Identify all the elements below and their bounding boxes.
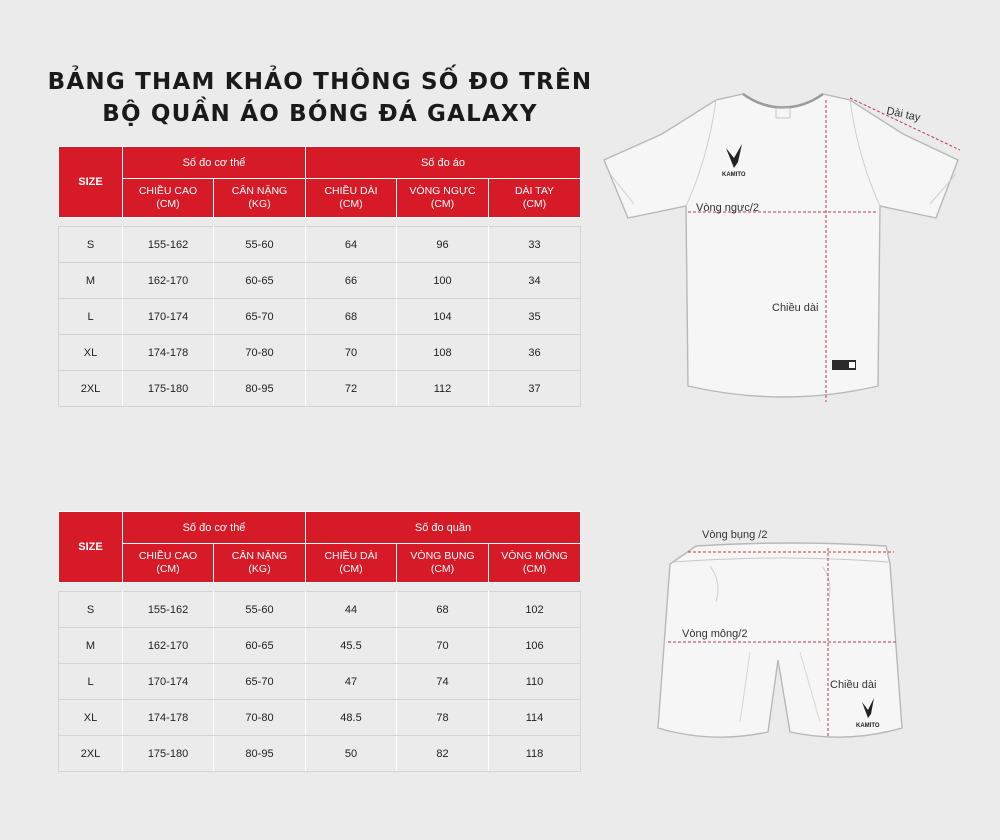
height-cell: 170-174 bbox=[123, 299, 214, 335]
size-cell: S bbox=[59, 227, 123, 263]
height-cell: 175-180 bbox=[123, 736, 214, 772]
shorts-measure-group-header: Số đo quần bbox=[306, 512, 581, 544]
height-cell: 170-174 bbox=[123, 664, 214, 700]
chest-cell: 96 bbox=[397, 227, 489, 263]
hip-cell: 106 bbox=[489, 628, 581, 664]
hip-cell: 114 bbox=[489, 700, 581, 736]
title-line-2: BỘ QUẦN ÁO BÓNG ĐÁ GALAXY bbox=[102, 101, 538, 127]
length-cell: 47 bbox=[306, 664, 397, 700]
shirt-diagram bbox=[598, 78, 968, 418]
table-row bbox=[59, 664, 581, 700]
waist-cell: 74 bbox=[397, 664, 489, 700]
size-cell: 2XL bbox=[59, 736, 123, 772]
waist-cell: 78 bbox=[397, 700, 489, 736]
size-cell: XL bbox=[59, 700, 123, 736]
table-row bbox=[59, 736, 581, 772]
waist-cell: 82 bbox=[397, 736, 489, 772]
size-cell: M bbox=[59, 628, 123, 664]
hip-cell: 118 bbox=[489, 736, 581, 772]
height-column-header: CHIỀU CAO (CM) bbox=[123, 179, 214, 218]
weight-cell: 70-80 bbox=[214, 335, 306, 371]
weight-cell: 60-65 bbox=[214, 628, 306, 664]
weight-cell: 80-95 bbox=[214, 371, 306, 407]
brand-name: KAMITO bbox=[856, 723, 880, 729]
length-cell: 70 bbox=[306, 335, 397, 371]
hip-label: Vòng mông/2 bbox=[682, 628, 748, 640]
waist-cell: 68 bbox=[397, 592, 489, 628]
chest-column-header: VÒNG NGỰC (CM) bbox=[397, 179, 489, 218]
size-cell: L bbox=[59, 664, 123, 700]
weight-column-header: CÂN NẶNG (KG) bbox=[214, 544, 306, 583]
sleeve-label: Dài tay bbox=[885, 105, 922, 125]
chest-label: Vòng ngực/2 bbox=[696, 202, 760, 214]
height-cell: 155-162 bbox=[123, 592, 214, 628]
length-cell: 45.5 bbox=[306, 628, 397, 664]
height-column-header: CHIỀU CAO (CM) bbox=[123, 544, 214, 583]
size-cell: M bbox=[59, 263, 123, 299]
chest-cell: 100 bbox=[397, 263, 489, 299]
page-title bbox=[40, 66, 600, 130]
weight-column-header: CÂN NẶNG (KG) bbox=[214, 179, 306, 218]
weight-cell: 60-65 bbox=[214, 263, 306, 299]
shirt-outline-icon bbox=[604, 94, 958, 397]
height-cell: 155-162 bbox=[123, 227, 214, 263]
hip-cell: 110 bbox=[489, 664, 581, 700]
waist-label: Vòng bụng /2 bbox=[702, 529, 768, 541]
brand-name: KAMITO bbox=[722, 172, 746, 178]
body-measure-group-header: Số đo cơ thể bbox=[123, 512, 306, 544]
size-header: SIZE bbox=[59, 512, 123, 583]
length-cell: 64 bbox=[306, 227, 397, 263]
waist-cell: 70 bbox=[397, 628, 489, 664]
height-cell: 174-178 bbox=[123, 700, 214, 736]
shirt-size-table bbox=[58, 146, 581, 407]
length-cell: 68 bbox=[306, 299, 397, 335]
hip-column-header: VÒNG MÔNG (CM) bbox=[489, 544, 581, 583]
weight-cell: 55-60 bbox=[214, 227, 306, 263]
size-header: SIZE bbox=[59, 147, 123, 218]
table-row bbox=[59, 628, 581, 664]
sleeve-cell: 35 bbox=[489, 299, 581, 335]
height-cell: 162-170 bbox=[123, 628, 214, 664]
length-cell: 50 bbox=[306, 736, 397, 772]
length-label: Chiều dài bbox=[830, 679, 877, 691]
table-row bbox=[59, 227, 581, 263]
height-cell: 162-170 bbox=[123, 263, 214, 299]
chest-cell: 108 bbox=[397, 335, 489, 371]
length-cell: 48.5 bbox=[306, 700, 397, 736]
sleeve-cell: 33 bbox=[489, 227, 581, 263]
weight-cell: 70-80 bbox=[214, 700, 306, 736]
sleeve-column-header: DÀI TAY (CM) bbox=[489, 179, 581, 218]
waist-column-header: VÒNG BỤNG (CM) bbox=[397, 544, 489, 583]
shorts-diagram bbox=[650, 522, 910, 752]
table-row bbox=[59, 592, 581, 628]
length-label: Chiều dài bbox=[772, 302, 819, 314]
size-cell: 2XL bbox=[59, 371, 123, 407]
shirt-measure-group-header: Số đo áo bbox=[306, 147, 581, 179]
shorts-size-table bbox=[58, 511, 581, 772]
weight-cell: 65-70 bbox=[214, 299, 306, 335]
weight-cell: 80-95 bbox=[214, 736, 306, 772]
table-row bbox=[59, 263, 581, 299]
chest-cell: 104 bbox=[397, 299, 489, 335]
height-cell: 175-180 bbox=[123, 371, 214, 407]
length-cell: 44 bbox=[306, 592, 397, 628]
size-cell: S bbox=[59, 592, 123, 628]
sleeve-cell: 36 bbox=[489, 335, 581, 371]
length-cell: 72 bbox=[306, 371, 397, 407]
table-row bbox=[59, 700, 581, 736]
weight-cell: 65-70 bbox=[214, 664, 306, 700]
table-row bbox=[59, 299, 581, 335]
hip-cell: 102 bbox=[489, 592, 581, 628]
body-measure-group-header: Số đo cơ thể bbox=[123, 147, 306, 179]
weight-cell: 55-60 bbox=[214, 592, 306, 628]
length-column-header: CHIỀU DÀI (CM) bbox=[306, 544, 397, 583]
title-line-1: BẢNG THAM KHẢO THÔNG SỐ ĐO TRÊN bbox=[47, 69, 593, 95]
sleeve-cell: 34 bbox=[489, 263, 581, 299]
length-column-header: CHIỀU DÀI (CM) bbox=[306, 179, 397, 218]
size-cell: L bbox=[59, 299, 123, 335]
table-row bbox=[59, 335, 581, 371]
table-row bbox=[59, 371, 581, 407]
chest-cell: 112 bbox=[397, 371, 489, 407]
sleeve-cell: 37 bbox=[489, 371, 581, 407]
length-cell: 66 bbox=[306, 263, 397, 299]
height-cell: 174-178 bbox=[123, 335, 214, 371]
size-cell: XL bbox=[59, 335, 123, 371]
